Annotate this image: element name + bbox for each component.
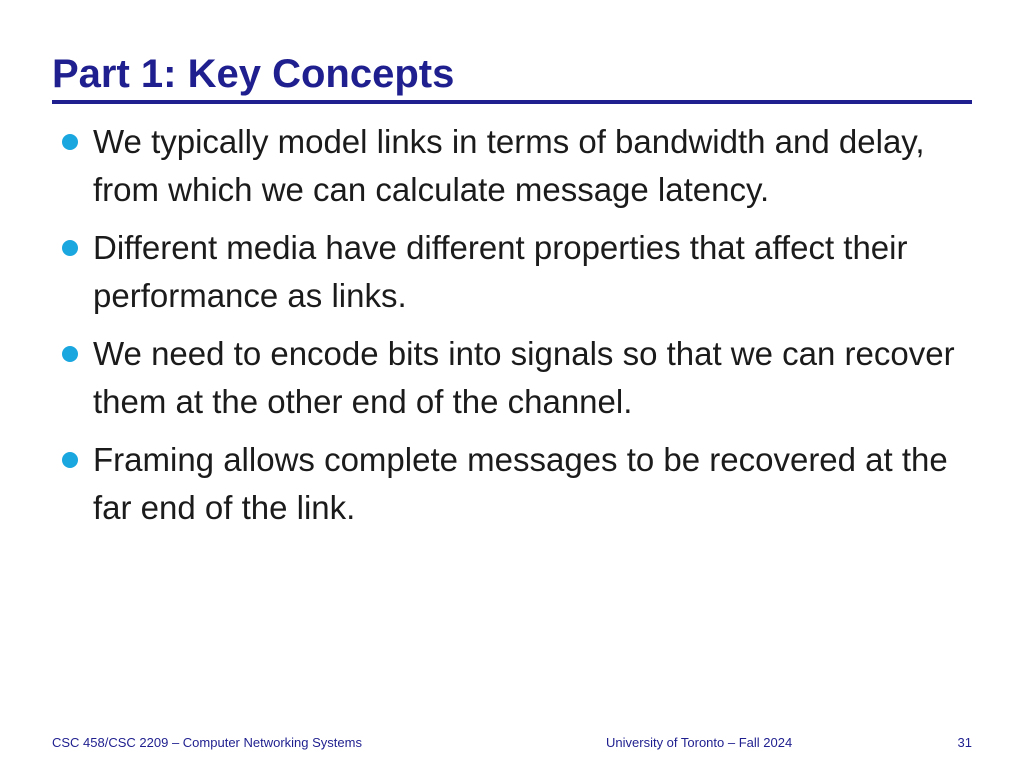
bullet-item: [56, 118, 956, 214]
title-underline: [52, 100, 972, 104]
bullet-text: We typically model links in terms of bandwidth and delay, from which we can calculate message latency.: [93, 123, 925, 208]
bullet-dot-icon: [62, 346, 78, 362]
bullet-dot-icon: [62, 452, 78, 468]
bullet-dot-icon: [62, 240, 78, 256]
bullet-item: [56, 330, 956, 426]
bullet-item: [56, 436, 956, 532]
bullet-item: [56, 224, 956, 320]
slide-title: Part 1: Key Concepts: [52, 52, 455, 96]
bullet-text: We need to encode bits into signals so that we can recover them at the other end of the channel.: [93, 335, 955, 420]
bullet-dot-icon: [62, 134, 78, 150]
footer-institution: University of Toronto – Fall 2024: [606, 735, 793, 750]
bullet-text: Framing allows complete messages to be recovered at the far end of the link.: [93, 441, 948, 526]
bullet-text: Different media have different properties that affect their performance as links.: [93, 229, 908, 314]
bullet-list: [56, 118, 956, 542]
footer-course: CSC 458/CSC 2209 – Computer Networking Systems: [52, 735, 362, 750]
slide-number: 31: [957, 735, 972, 750]
